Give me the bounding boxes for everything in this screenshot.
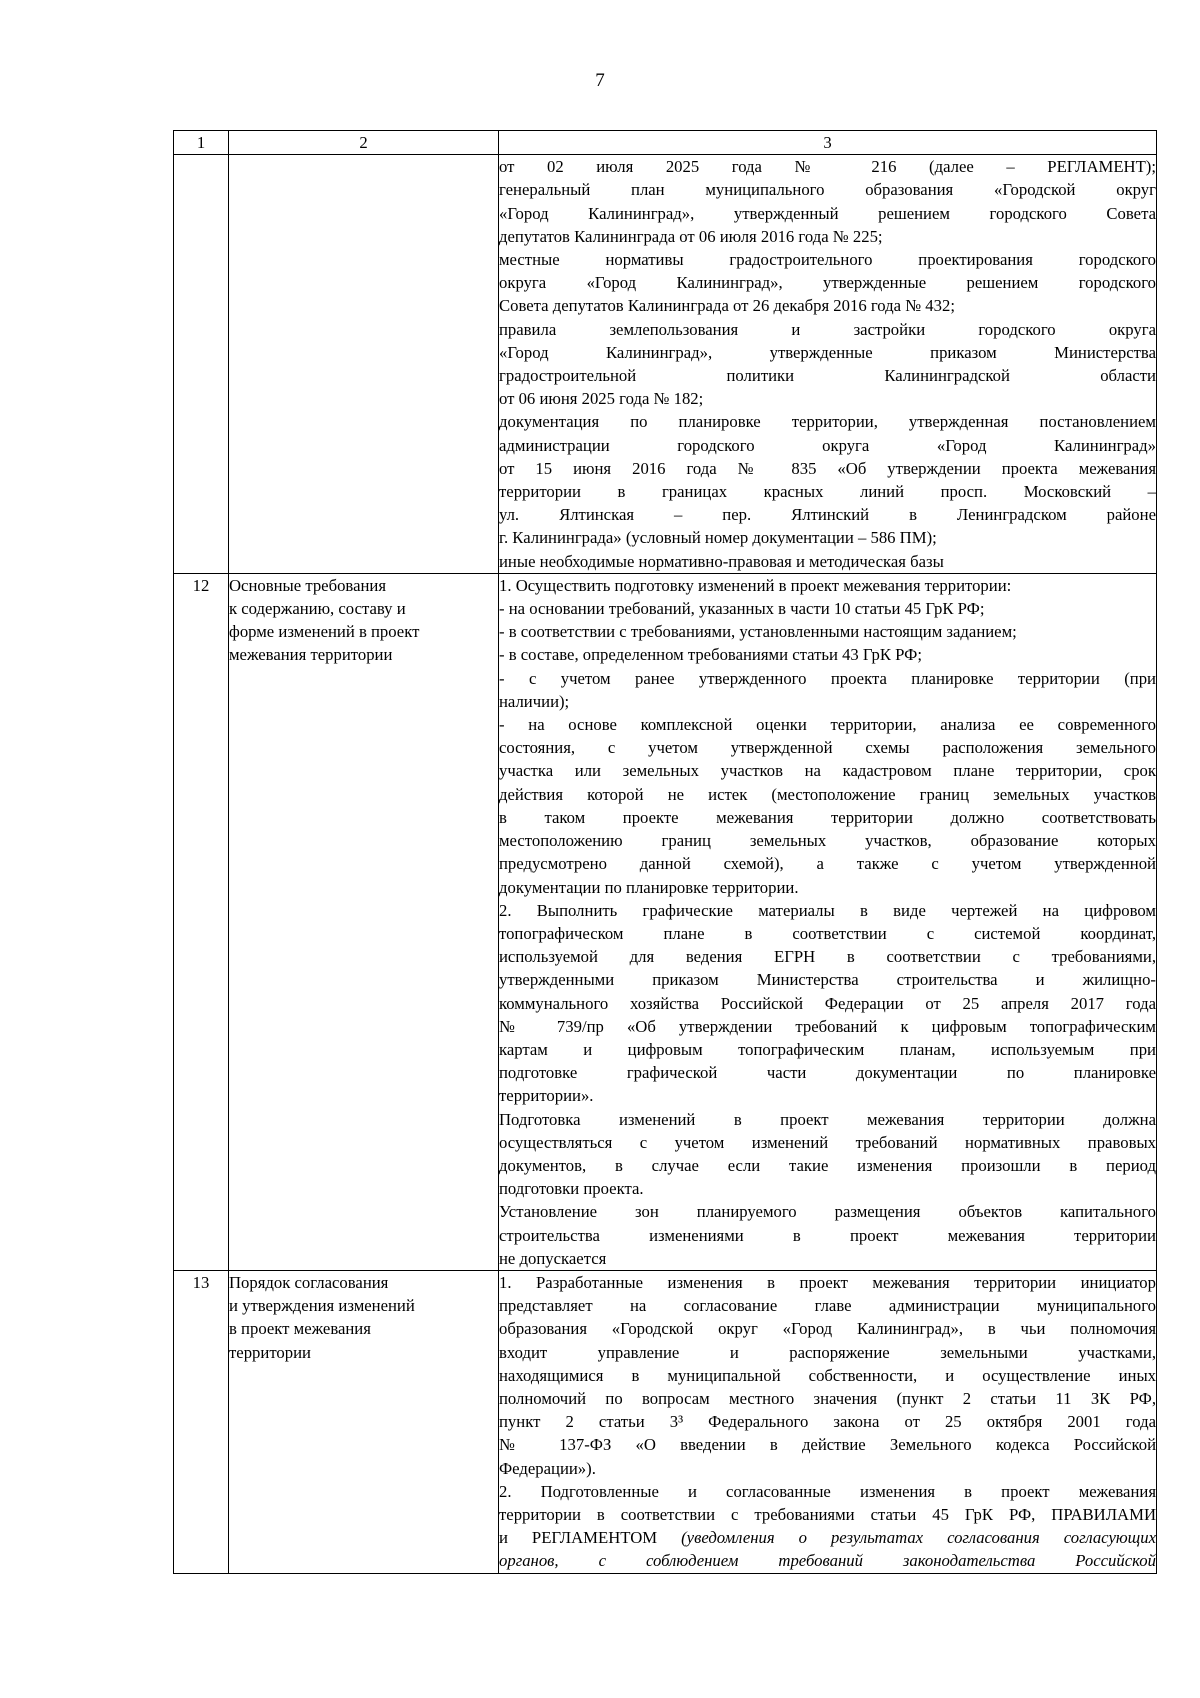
text-line: 1. Разработанные изменения в проект межевания территории инициатор bbox=[499, 1272, 1156, 1292]
text-line: Совета депутатов Калининграда от 26 декабря 2016 года № 432; bbox=[499, 296, 955, 316]
text-line: в таком проекте межевания территории должно соответствовать bbox=[499, 807, 1156, 827]
text-line: находящимися в муниципальной собственности, и осуществление иных bbox=[499, 1365, 1156, 1385]
text-line: участка или земельных участков на кадастровом плане территории, срок bbox=[499, 761, 1156, 781]
text-line: г. Калининграда» (условный номер документации – 586 ПМ); bbox=[499, 528, 937, 548]
text-line: - с учетом ранее утвержденного проекта планировке территории (при bbox=[499, 668, 1156, 688]
requirement-line: в проект межевания bbox=[229, 1319, 371, 1339]
text-line: территории в соответствии с требованиями статьи 45 ГрК РФ, ПРАВИЛАМИ bbox=[499, 1504, 1156, 1524]
requirement-line: Порядок согласования bbox=[229, 1272, 389, 1292]
text-line: генеральный план муниципального образования «Городской округ bbox=[499, 180, 1156, 200]
text-line: № 137-ФЗ «О введении в действие Земельного кодекса Российской bbox=[499, 1435, 1156, 1455]
text-line: правила землепользования и застройки городского округа bbox=[499, 319, 1156, 339]
text-line: коммунального хозяйства Российской Федерации от 25 апреля 2017 года bbox=[499, 993, 1156, 1013]
text-line: от 06 июня 2025 года № 182; bbox=[499, 389, 704, 409]
text-line: градостроительной политики Калининградской области bbox=[499, 366, 1156, 386]
text-line: осуществляться с учетом изменений требований нормативных правовых bbox=[499, 1132, 1156, 1152]
text-plain: и РЕГЛАМЕНТОМ bbox=[499, 1528, 682, 1548]
text-line: топографическом плане в соответствии с системой координат, bbox=[499, 923, 1156, 943]
text-line: документов, в случае если такие изменения произошли в период bbox=[499, 1155, 1156, 1175]
content-cell bbox=[499, 155, 1157, 574]
page-number: 7 bbox=[595, 70, 605, 91]
text-line: местоположению границ земельных участков, образование которых bbox=[499, 831, 1156, 851]
text-line: - в составе, определенном требованиями статьи 43 ГрК РФ; bbox=[499, 645, 922, 665]
table-row-13 bbox=[174, 1270, 1157, 1573]
requirement-line: к содержанию, составу и bbox=[229, 599, 406, 619]
text-line: депутатов Калининграда от 06 июля 2016 года № 225; bbox=[499, 226, 883, 246]
text-line: Федерации»). bbox=[499, 1458, 596, 1478]
text-line: полномочий по вопросам местного значения (пункт 2 статьи 11 ЗК РФ, bbox=[499, 1388, 1156, 1408]
text-line: представляет на согласование главе администрации муниципального bbox=[499, 1296, 1156, 1316]
text-line: округа «Город Калининград», утвержденные решением городского bbox=[499, 273, 1156, 293]
content-cell bbox=[499, 573, 1157, 1270]
text-line: состояния, с учетом утвержденной схемы расположения земельного bbox=[499, 738, 1156, 758]
column-header: 3 bbox=[499, 131, 1157, 155]
text-line-mixed bbox=[499, 1526, 1156, 1549]
text-line: «Город Калининград», утвержденные приказом Министерства bbox=[499, 342, 1156, 362]
text-line: Установление зон планируемого размещения объектов капитального bbox=[499, 1202, 1156, 1222]
text-line: местные нормативы градостроительного проектирования городского bbox=[499, 250, 1156, 270]
text-line: строительства изменениями в проект межевания территории bbox=[499, 1225, 1156, 1245]
text-line: территории». bbox=[499, 1086, 594, 1106]
text-line: действия которой не истек (местоположение границ земельных участков bbox=[499, 784, 1156, 804]
requirements-table bbox=[173, 130, 1157, 1574]
text-line: наличии); bbox=[499, 691, 570, 711]
text-line: территории в границах красных линий просп. Московский – bbox=[499, 482, 1156, 502]
text-line: Подготовка изменений в проект межевания территории должна bbox=[499, 1109, 1156, 1129]
requirement-cell bbox=[229, 155, 499, 574]
table-row-continuation bbox=[174, 155, 1157, 574]
text-line: используемой для ведения ЕГРН в соответствии с требованиями, bbox=[499, 947, 1156, 967]
text-line: утвержденными приказом Министерства строительства и жилищно- bbox=[499, 970, 1156, 990]
text-line: иные необходимые нормативно-правовая и методическая базы bbox=[499, 551, 944, 571]
text-italic: (уведомления о результатах согласования согласующих bbox=[681, 1528, 1156, 1548]
text-line: - на основе комплексной оценки территории, анализа ее современного bbox=[499, 715, 1156, 735]
text-line: - на основании требований, указанных в части 10 статьи 45 ГрК РФ; bbox=[499, 599, 985, 619]
requirement-cell bbox=[229, 1270, 499, 1573]
text-line: образования «Городской округ «Город Калининград», в чьи полномочия bbox=[499, 1319, 1156, 1339]
text-line: предусмотрено данной схемой), а также с учетом утвержденной bbox=[499, 854, 1156, 874]
text-line: 1. Осуществить подготовку изменений в проект межевания территории: bbox=[499, 575, 1012, 595]
table-header-row bbox=[174, 131, 1157, 155]
table-row-12 bbox=[174, 573, 1157, 1270]
requirement-line: территории bbox=[229, 1342, 311, 1362]
text-line: ул. Ялтинская – пер. Ялтинский в Ленинградском районе bbox=[499, 505, 1156, 525]
text-line: подготовке графической части документации по планировке bbox=[499, 1063, 1156, 1083]
column-header: 2 bbox=[229, 131, 499, 155]
requirement-line: Основные требования bbox=[229, 575, 387, 595]
content-cell bbox=[499, 1270, 1157, 1573]
text-line: документация по планировке территории, утвержденная постановлением bbox=[499, 412, 1156, 432]
text-line: № 739/пр «Об утверждении требований к цифровым топографическим bbox=[499, 1016, 1156, 1036]
requirement-line: форме изменений в проект bbox=[229, 622, 420, 642]
text-line: картам и цифровым топографическим планам, используемым при bbox=[499, 1039, 1156, 1059]
row-number-cell: 12 bbox=[174, 573, 229, 1270]
text-line: подготовки проекта. bbox=[499, 1179, 644, 1199]
text-line: не допускается bbox=[499, 1248, 607, 1268]
text-line: - в соответствии с требованиями, установленными настоящим заданием; bbox=[499, 622, 1017, 642]
text-line: «Город Калининград», утвержденный решением городского Совета bbox=[499, 203, 1156, 223]
text-line: пункт 2 статьи 3³ Федерального закона от 25 октября 2001 года bbox=[499, 1412, 1156, 1432]
requirement-cell bbox=[229, 573, 499, 1270]
requirement-line: межевания территории bbox=[229, 645, 393, 665]
row-number-cell: 13 bbox=[174, 1270, 229, 1573]
text-line: документации по планировке территории. bbox=[499, 877, 799, 897]
text-line: от 15 июня 2016 года № 835 «Об утверждении проекта межевания bbox=[499, 458, 1156, 478]
row-number-cell bbox=[174, 155, 229, 574]
text-line: 2. Подготовленные и согласованные изменения в проект межевания bbox=[499, 1481, 1156, 1501]
requirement-line: и утверждения изменений bbox=[229, 1296, 415, 1316]
text-line-italic: органов, с соблюдением требований законодательства Российской bbox=[499, 1551, 1156, 1571]
text-line: администрации городского округа «Город Калининград» bbox=[499, 435, 1156, 455]
column-header: 1 bbox=[174, 131, 229, 155]
text-line: 2. Выполнить графические материалы в виде чертежей на цифровом bbox=[499, 900, 1156, 920]
text-line: входит управление и распоряжение земельными участками, bbox=[499, 1342, 1156, 1362]
text-line: от 02 июля 2025 года № 216 (далее – РЕГЛАМЕНТ); bbox=[499, 157, 1156, 177]
